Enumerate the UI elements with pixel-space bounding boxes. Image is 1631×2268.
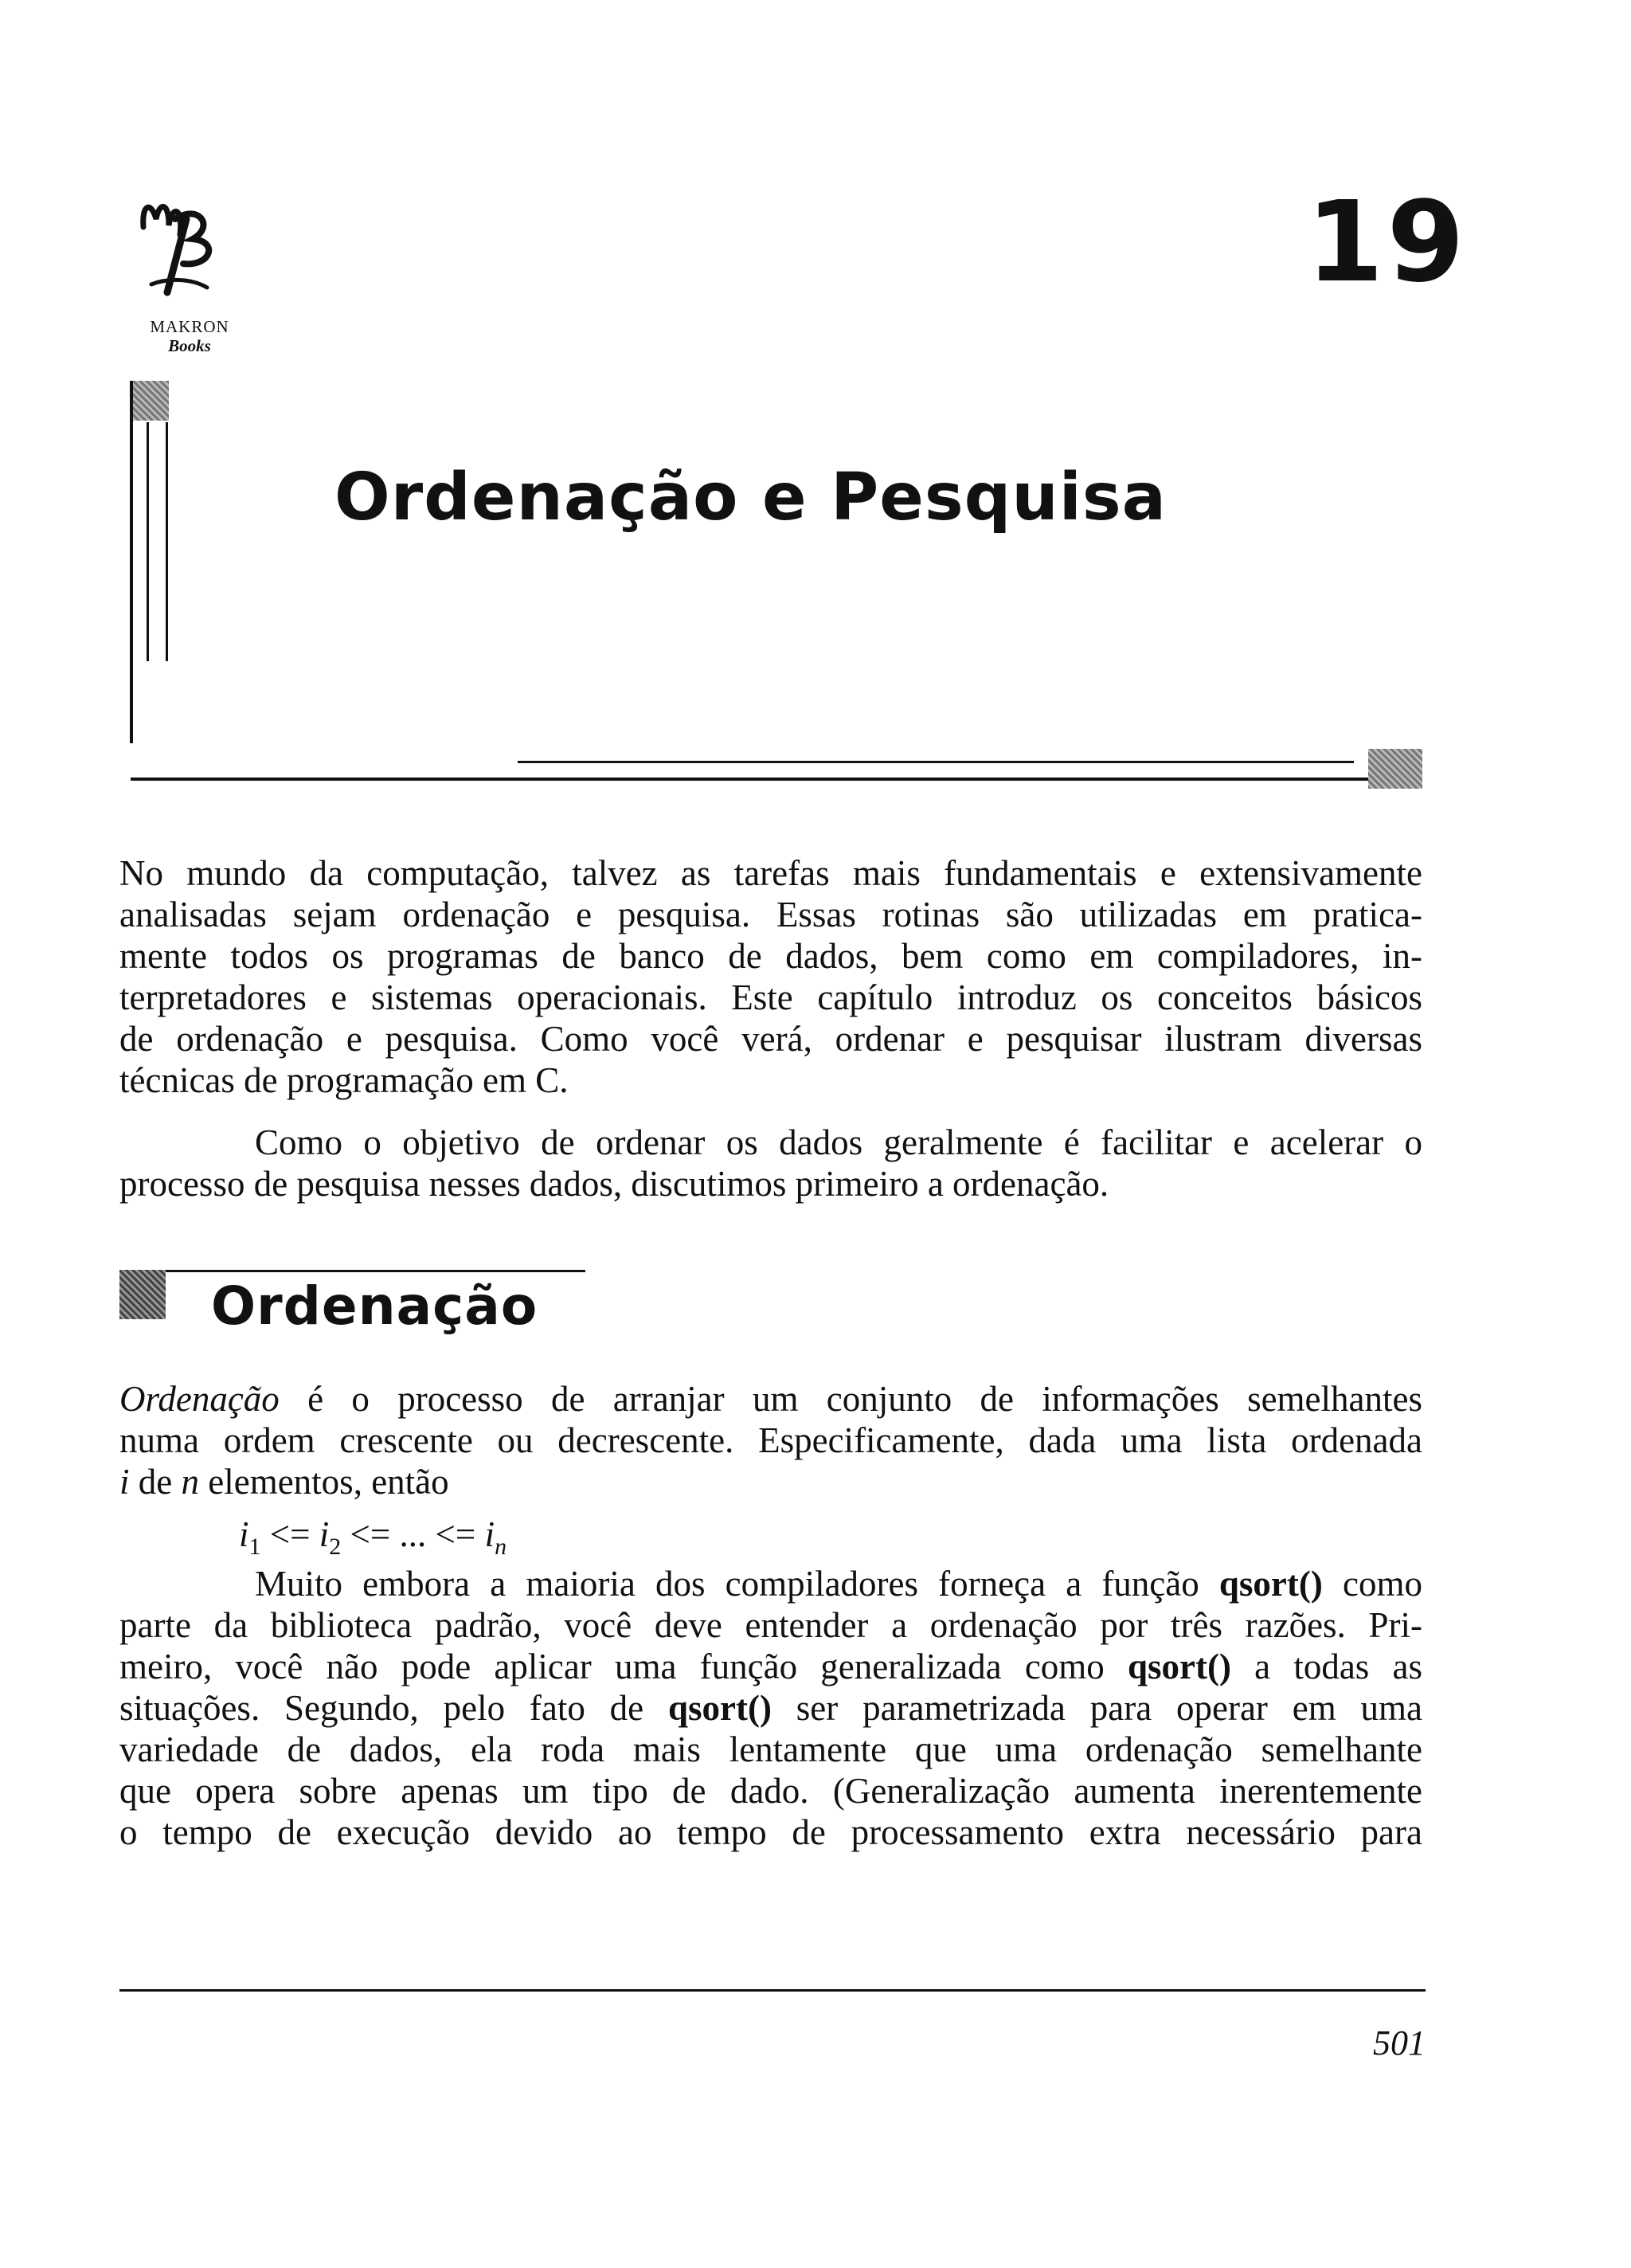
decorative-square <box>131 381 169 421</box>
variable: i <box>239 1514 249 1554</box>
variable: i <box>484 1514 495 1554</box>
section-title: Ordenação <box>211 1275 538 1337</box>
text-span: de <box>129 1462 182 1502</box>
chapter-number: 19 <box>1306 178 1468 307</box>
text-span: ser parametrizada para operar em uma <box>771 1688 1423 1728</box>
text-line <box>119 1646 1422 1687</box>
section-paragraph <box>119 1378 1422 1502</box>
publisher-logo <box>119 108 229 362</box>
text-line <box>119 1461 1422 1502</box>
text-line: processo de pesquisa nesses dados, discutimos primeiro a ordenação. <box>119 1164 1109 1204</box>
intro-paragraph <box>119 1122 1422 1205</box>
text-line <box>119 1687 1422 1729</box>
publisher-name: MAKRON <box>150 317 229 336</box>
text-line: técnicas de programação em C. <box>119 1060 569 1100</box>
text-line: analisadas sejam ordenação e pesquisa. Essas rotinas são utilizadas em pratica- <box>119 895 1422 934</box>
variable: i <box>319 1514 330 1554</box>
section-rule <box>119 1270 585 1272</box>
vertical-rule <box>130 381 133 743</box>
term: Ordenação <box>119 1379 280 1419</box>
decorative-square <box>1368 749 1422 789</box>
text-span: é o processo de arranjar um conjunto de informações semelhantes <box>279 1379 1422 1419</box>
text-line: mente todos os programas de banco de dados, bem como em compiladores, in- <box>119 936 1422 976</box>
text-line: Como o objetivo de ordenar os dados geralmente é facilitar e acelerar o <box>255 1122 1422 1162</box>
variable: n <box>495 1534 507 1560</box>
subscript <box>495 1534 507 1560</box>
code-term: qsort() <box>1218 1564 1323 1604</box>
code-term: qsort() <box>1128 1647 1231 1686</box>
subscript: 1 <box>248 1534 261 1560</box>
chapter-title: Ordenação e Pesquisa <box>334 460 1167 535</box>
text-line: que opera sobre apenas um tipo de dado. (Generalização aumenta inerentemente <box>119 1771 1422 1811</box>
formula <box>239 1514 507 1568</box>
section-paragraph <box>119 1563 1422 1853</box>
text-line: terpretadores e sistemas operacionais. Este capítulo introduz os conceitos básicos <box>119 977 1422 1017</box>
text-span: como <box>1322 1564 1422 1604</box>
page-number: 501 <box>1373 2023 1426 2062</box>
operator: <= <box>260 1514 319 1554</box>
text-line: o tempo de execução devido ao tempo de processamento extra necessário para <box>119 1812 1422 1852</box>
variable: n <box>181 1462 199 1502</box>
text-line: de ordenação e pesquisa. Como você verá, ordenar e pesquisar ilustram diversas <box>119 1019 1422 1059</box>
publisher-subtitle: Books <box>168 336 211 355</box>
text-span: meiro, você não pode aplicar uma função generalizada como <box>119 1647 1128 1686</box>
text-span: elementos, então <box>199 1462 449 1502</box>
horizontal-rule <box>518 761 1354 763</box>
code-term: qsort() <box>668 1688 772 1728</box>
text-span: Muito embora a maioria dos compiladores forneça a função <box>255 1564 1219 1604</box>
text-line: parte da biblioteca padrão, você deve entender a ordenação por três razões. Pri- <box>119 1605 1422 1645</box>
variable: i <box>119 1462 130 1502</box>
horizontal-rule <box>131 778 1421 781</box>
operator: <= ... <= <box>341 1514 485 1554</box>
vertical-rule <box>147 422 149 661</box>
footer-rule <box>119 1989 1426 1992</box>
text-line: variedade de dados, ela roda mais lentamente que uma ordenação semelhante <box>119 1729 1422 1769</box>
text-line <box>119 1563 1422 1604</box>
subscript: 2 <box>329 1534 342 1560</box>
text-span: a todas as <box>1230 1647 1423 1686</box>
publisher-logo-mark <box>119 108 223 315</box>
text-line: No mundo da computação, talvez as tarefas mais fundamentais e extensivamente <box>119 853 1422 893</box>
section-marker <box>119 1270 166 1319</box>
text-span: situações. Segundo, pelo fato de <box>119 1688 668 1728</box>
vertical-rule <box>166 422 168 661</box>
intro-paragraph <box>119 852 1422 1101</box>
text-line: numa ordem crescente ou decrescente. Especificamente, dada uma lista ordenada <box>119 1420 1422 1460</box>
text-line <box>119 1378 1422 1420</box>
